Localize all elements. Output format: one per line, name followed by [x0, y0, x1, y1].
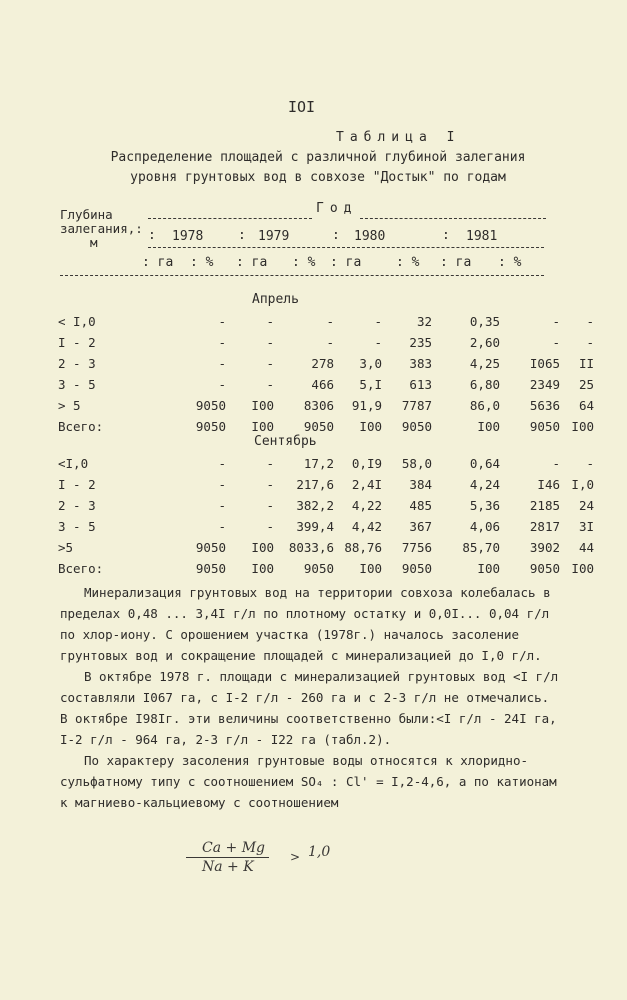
row-label: I - 2 [58, 335, 96, 350]
table-cell: - [218, 377, 226, 392]
table-cell: 32 [416, 314, 432, 329]
table-cell: - [218, 314, 226, 329]
table-cell: I00 [251, 419, 274, 434]
formula-denominator: Na + K [202, 859, 254, 875]
formula-relation: > [290, 850, 301, 864]
table-cell: 0,64 [469, 456, 500, 471]
table-cell: 7756 [401, 540, 432, 555]
table-cell: 9050 [195, 419, 226, 434]
table-cell: 2,60 [469, 335, 500, 350]
table-cell: 8306 [303, 398, 334, 413]
table-cell: I00 [571, 561, 594, 576]
table-cell: 217,6 [296, 477, 334, 492]
table-cell: - [266, 377, 274, 392]
table-cell: 9050 [303, 419, 334, 434]
table-cell: 4,06 [469, 519, 500, 534]
table-cell: 278 [311, 356, 334, 371]
table-cell: - [266, 356, 274, 371]
table-cell: 399,4 [296, 519, 334, 534]
table-cell: 24 [578, 498, 594, 513]
unit-1978-pct: : % [190, 255, 214, 270]
table-cell: 3I [578, 519, 594, 534]
table-cell: 5,36 [469, 498, 500, 513]
table-cell: 5636 [529, 398, 560, 413]
formula-value: 1,0 [308, 844, 331, 860]
table-cell: 5,I [359, 377, 382, 392]
unit-1979-ha: : га [236, 255, 268, 270]
paragraph-october: В октябре 1978 г. площади с минерализацией грунтовых вод <I г/л составляли I067 га, с I-2 г/л - 260 га и с 2-3 г/л не отмечались. В октябре I98Iг. эти величины соответственно были:<I г/л - 24I га, I-2 г/л - 964 га, 2-3 г/л - I22 га (табл.2). [60, 669, 559, 747]
paragraph-mineralization: Минерализация грунтовых вод на территории совхоза колебалась в пределах 0,48 ... 3,4I г/л по плотному остатку и 0,0I... 0,04 г/л по хлор-иону. С орошением участка (1978г.) началось засоление грунтовых вод и сокращение площадей с минерализацией до I,0 г/л. [60, 585, 551, 663]
table-cell: 9050 [401, 561, 432, 576]
table-cell: 44 [578, 540, 594, 555]
table-cell: 58,0 [401, 456, 432, 471]
table-cell: 383 [409, 356, 432, 371]
row-label: > 5 [58, 398, 81, 413]
table-cell: - [326, 314, 334, 329]
table-cell: - [218, 456, 226, 471]
table-cell: 4,22 [351, 498, 382, 513]
table-row [58, 537, 594, 558]
table-cell: I00 [251, 398, 274, 413]
table-cell: 9050 [195, 540, 226, 555]
table-cell: 9050 [529, 561, 560, 576]
unit-1978-ha: : га [142, 255, 174, 270]
cation-ratio-formula [186, 840, 331, 875]
year-1979: 1979 [258, 229, 290, 244]
depth-column-header [60, 208, 143, 250]
table-cell: 17,2 [303, 456, 334, 471]
header-rule-top-left [148, 218, 312, 219]
table-cell: - [266, 456, 274, 471]
table-cell: 3,0 [359, 356, 382, 371]
table-row [58, 311, 594, 332]
table-row [58, 416, 594, 437]
table-row [58, 516, 594, 537]
table-cell: 4,24 [469, 477, 500, 492]
table-cell: 9050 [401, 419, 432, 434]
table-cell: I00 [251, 540, 274, 555]
table-cell: 3902 [529, 540, 560, 555]
table-cell: 9050 [195, 561, 226, 576]
table-cell: 367 [409, 519, 432, 534]
table-cell: - [218, 498, 226, 513]
table-cell: - [552, 314, 560, 329]
table-cell: - [586, 456, 594, 471]
row-label: 3 - 5 [58, 377, 96, 392]
table-cell: 64 [578, 398, 594, 413]
depth-header-line-1: Глубина [60, 207, 113, 222]
formula-numerator: Ca + Mg [186, 840, 269, 858]
table-cell: 9050 [303, 561, 334, 576]
table-cell: - [374, 335, 382, 350]
row-label: >5 [58, 540, 74, 555]
table-cell: 485 [409, 498, 432, 513]
unit-1980-pct: : % [396, 255, 420, 270]
unit-1980-ha: : га [330, 255, 362, 270]
table-cell: - [586, 335, 594, 350]
table-row [58, 353, 594, 374]
table-cell: 2349 [529, 377, 560, 392]
table-cell: - [374, 314, 382, 329]
section-title-september: Сентябрь [254, 434, 317, 449]
table-cell: - [552, 456, 560, 471]
table-cell: 613 [409, 377, 432, 392]
table-cell: 8033,6 [288, 540, 334, 555]
table-cell: 7787 [401, 398, 432, 413]
row-label: 3 - 5 [58, 519, 96, 534]
year-label: Год [316, 201, 358, 216]
table-cell: - [266, 335, 274, 350]
table-cell: 25 [578, 377, 594, 392]
row-label: I - 2 [58, 477, 96, 492]
table-cell: - [266, 314, 274, 329]
table-cell: 0,35 [469, 314, 500, 329]
table-cell: 2,4I [351, 477, 382, 492]
table-cell: 86,0 [469, 398, 500, 413]
unit-1979-pct: : % [292, 255, 316, 270]
row-label: 2 - 3 [58, 498, 96, 513]
table-cell: II [578, 356, 594, 371]
paragraph-salinity-type: По характеру засоления грунтовые воды относятся к хлоридно-сульфатному типу с соотношением SO₄ : Cl' = I,2-4,6, а по катионам к магниево-кальциевому с соотношением [60, 753, 557, 810]
table-cell: 9050 [529, 419, 560, 434]
table-cell: - [218, 477, 226, 492]
table-cell: - [266, 498, 274, 513]
row-label: Всего: [58, 419, 104, 434]
table-row [58, 495, 594, 516]
table-cell: 9050 [195, 398, 226, 413]
table-cell: 382,2 [296, 498, 334, 513]
depth-header-line-3: м [90, 235, 98, 250]
document-page: IOI Таблица I Распределение площадей с различной глубиной залегания уровня грунтовых вод в совхозе "Достык" по годам Год Глубина залегания,: м : 1978 : 1979 : 1980 : 1981 : га : % : га : % : га : % : га : % Апрель < I,0 - - - - 32 0,35 - - I - 2 - - - - 235 2,60 - - 2 - 3 - - 278 3,0 383 4,25 I065 II 3 - 5 - - 466 5,I 613 6,80 2349 25 > 5 9050 I00 8306 91,9 7787 86,0 5636 64 Всего: 9050 I00 9050 I00 9050 I00 9050 I00 Сентябрь <I,0 - - 17,2 0,I9 58,0 0,64 - - I - 2 - - 217,6 2,4I 384 4,24 I46 I,0 2 - 3 - - 382,2 4,22 485 5,36 2185 24 3 - 5 - - 399,4 4,42 367 4,06 2817 3I >5 9050 I00 8033,6 88,76 7756 85,70 3902 44 Всего: 9050 I00 9050 I00 9050 I00 9050 I00 Минерализация грунтовых вод на территории совхоза колебалась в пределах 0,48 ... 3,4I г/л по плотному остатку и 0,0I... 0,04 г/л по хлор-иону. С орошением участка (1978г.) началось засоление грунтовых вод и сокращение площадей с минерализацией до I,0 г/л. В октябре 1978 г. площади с минерализацией грунтовых вод <I г/л составляли I067 га, с I-2 г/л - 260 га и с 2-3 г/л не отмечались. В октябре I98Iг. эти величины соответственно были:<I г/л - 24I га, I-2 г/л - 964 га, 2-3 г/л - I22 га (табл.2). По характеру засоления грунтовые воды относятся к хлоридно-сульфатному типу с соотношением SO₄ : Cl' = I,2-4,6, а по катионам к магниево-кальциевому с соотношением Ca + Mg Na + K > 1,0 [58, 98, 594, 875]
table-cell: - [266, 477, 274, 492]
row-label: <I,0 [58, 456, 89, 471]
table-cell: - [326, 335, 334, 350]
table-row [58, 374, 594, 395]
table-cell: - [586, 314, 594, 329]
table-cell: 88,76 [344, 540, 382, 555]
unit-1981-ha: : га [440, 255, 472, 270]
table-cell: 466 [311, 377, 334, 392]
row-label: Всего: [58, 561, 104, 576]
row-label: 2 - 3 [58, 356, 96, 371]
table-label: Таблица I [336, 130, 461, 145]
table-cell: 4,25 [469, 356, 500, 371]
table-cell: 2185 [529, 498, 560, 513]
table-cell: 91,9 [351, 398, 382, 413]
data-table-september [58, 453, 594, 579]
table-cell: I00 [477, 419, 500, 434]
section-title-april: Апрель [252, 292, 299, 307]
header-rule-top-right [360, 218, 546, 219]
table-cell: 85,70 [462, 540, 500, 555]
table-cell: I,0 [571, 477, 594, 492]
table-row [58, 474, 594, 495]
table-cell: - [218, 356, 226, 371]
depth-header-line-2: залегания,: [60, 221, 143, 236]
table-cell: 235 [409, 335, 432, 350]
table-cell: - [266, 519, 274, 534]
table-cell: I46 [537, 477, 560, 492]
header-rule-bottom [60, 275, 544, 276]
table-cell: 2817 [529, 519, 560, 534]
table-row [58, 558, 594, 579]
table-cell: I00 [477, 561, 500, 576]
unit-1981-pct: : % [498, 255, 522, 270]
header-rule-middle [148, 247, 544, 248]
table-cell: I065 [529, 356, 560, 371]
year-1978: 1978 [172, 229, 204, 244]
table-cell: 0,I9 [351, 456, 382, 471]
table-cell: I00 [251, 561, 274, 576]
table-cell: - [218, 519, 226, 534]
table-cell: - [218, 335, 226, 350]
table-row [58, 332, 594, 353]
body-text [60, 582, 560, 813]
table-cell: I00 [359, 419, 382, 434]
table-cell: 6,80 [469, 377, 500, 392]
page-number: IOI [288, 98, 316, 116]
year-1980: 1980 [354, 229, 386, 244]
table-row [58, 453, 594, 474]
table-cell: I00 [359, 561, 382, 576]
row-label: < I,0 [58, 314, 96, 329]
table-cell: 4,42 [351, 519, 382, 534]
table-row [58, 395, 594, 416]
table-cell: I00 [571, 419, 594, 434]
data-table-april [58, 311, 594, 437]
table-title: Распределение площадей с различной глубиной залегания уровня грунтовых вод в совхозе "Достык" по годам [110, 150, 526, 185]
table-cell: 384 [409, 477, 432, 492]
table-cell: - [552, 335, 560, 350]
year-1981: 1981 [466, 229, 498, 244]
